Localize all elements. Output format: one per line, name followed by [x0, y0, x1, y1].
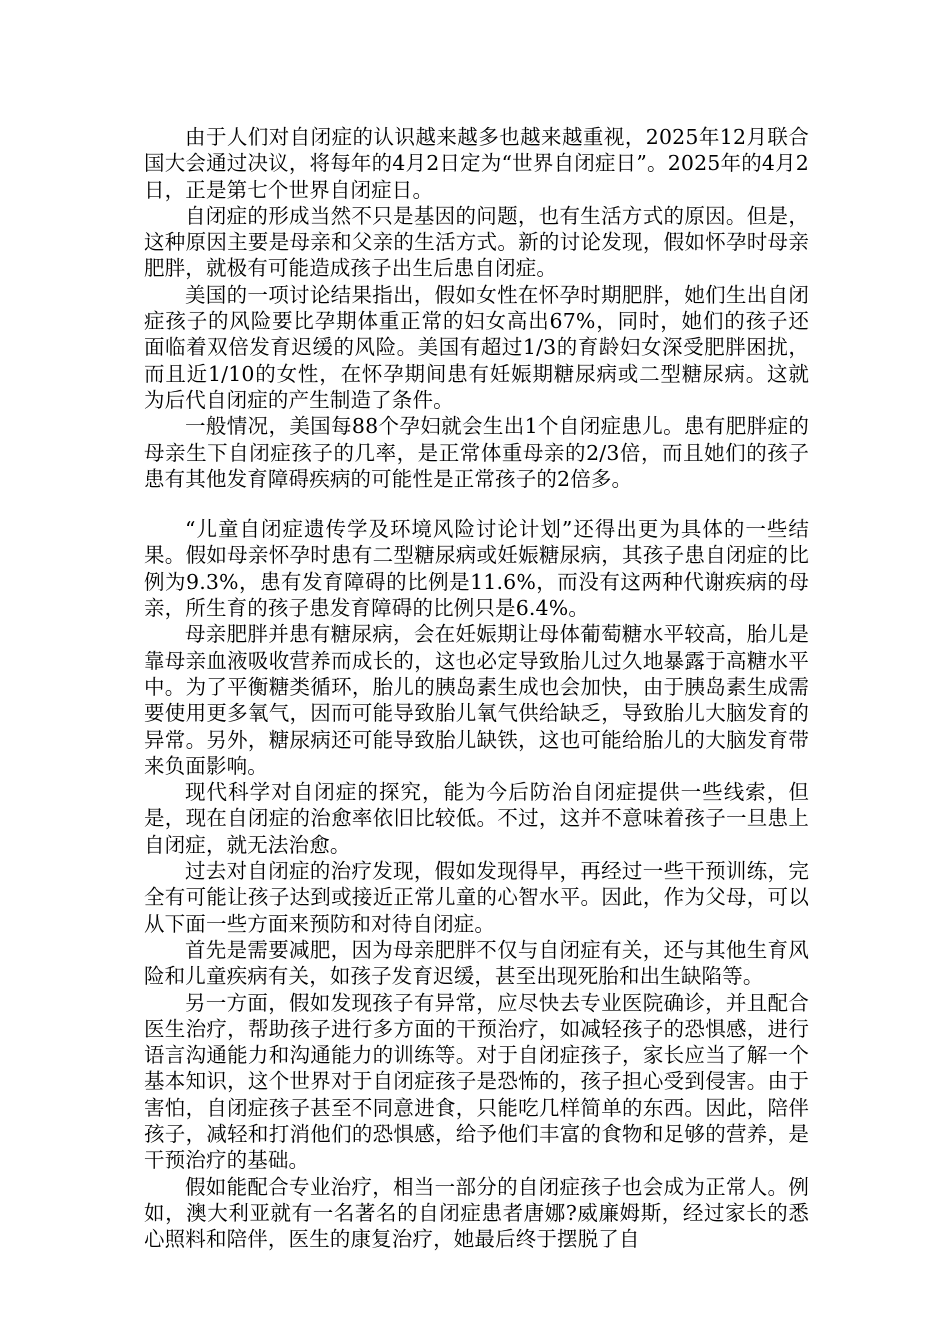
paragraph-gap: [144, 492, 809, 516]
paragraph-6: 母亲肥胖并患有糖尿病，会在妊娠期让母体葡萄糖水平较高，胎儿是靠母亲血液吸收营养而成长的，这也必定导致胎儿过久地暴露于高糖水平中。为了平衡糖类循环，胎儿的胰岛素生成也会加快，由于胰岛素生成需要使用更多氧气，因而可能导致胎儿氧气供给缺乏，导致胎儿大脑发育的异常。另外，糖尿病还可能导致胎儿缺铁，这也可能给胎儿的大脑发育带来负面影响。: [144, 622, 809, 778]
paragraph-5: “儿童自闭症遗传学及环境风险讨论计划”还得出更为具体的一些结果。假如母亲怀孕时患有二型糖尿病或妊娠糖尿病，其孩子患自闭症的比例为9.3%，患有发育障碍的比例是11.6%，而没有这两种代谢疾病的母亲，所生育的孩子患发育障碍的比例只是6.4%。: [144, 517, 809, 621]
paragraph-8: 过去对自闭症的治疗发现，假如发现得早，再经过一些干预训练，完全有可能让孩子达到或接近正常儿童的心智水平。因此，作为父母，可以从下面一些方面来预防和对待自闭症。: [144, 859, 809, 936]
paragraph-1: 由于人们对自闭症的认识越来越多也越来越重视，2025年12月联合国大会通过决议，将每年的4月2日定为“世界自闭症日”。2025年的4月2日，正是第七个世界自闭症日。: [144, 125, 809, 202]
paragraph-11: 假如能配合专业治疗，相当一部分的自闭症孩子也会成为正常人。例如，澳大利亚就有一名著名的自闭症患者唐娜?威廉姆斯，经过家长的悉心照料和陪伴，医生的康复治疗，她最后终于摆脱了自: [144, 1174, 809, 1252]
paragraph-7: 现代科学对自闭症的探究，能为今后防治自闭症提供一些线索，但是，现在自闭症的治愈率依旧比较低。不过，这并不意味着孩子一旦患上自闭症，就无法治愈。: [144, 780, 809, 857]
paragraph-3: 美国的一项讨论结果指出，假如女性在怀孕时期肥胖，她们生出自闭症孩子的风险要比孕期体重正常的妇女高出67%，同时，她们的孩子还面临着双倍发育迟缓的风险。美国有超过1/3的育龄妇女深受肥胖困扰，而且近1/10的女性，在怀孕期间患有妊娠期糖尿病或二型糖尿病。这就为后代自闭症的产生制造了条件。: [144, 282, 809, 412]
paragraph-10: 另一方面，假如发现孩子有异常，应尽快去专业医院确诊，并且配合医生治疗，帮助孩子进行多方面的干预治疗，如减轻孩子的恐惧感，进行语言沟通能力和沟通能力的训练等。对于自闭症孩子，家长应当了解一个基本知识，这个世界对于自闭症孩子是恐怖的，孩子担心受到侵害。由于害怕，自闭症孩子甚至不同意进食，只能吃几样简单的东西。因此，陪伴孩子，减轻和打消他们的恐惧感，给予他们丰富的食物和足够的营养，是干预治疗的基础。: [144, 990, 809, 1173]
paragraph-2: 自闭症的形成当然不只是基因的问题，也有生活方式的原因。但是，这种原因主要是母亲和父亲的生活方式。新的讨论发现，假如怀孕时母亲肥胖，就极有可能造成孩子出生后患自闭症。: [144, 203, 809, 281]
paragraph-4: 一般情况，美国每88个孕妇就会生出1个自闭症患儿。患有肥胖症的母亲生下自闭症孩子的几率，是正常体重母亲的2/3倍，而且她们的孩子患有其他发育障碍疾病的可能性是正常孩子的2倍多。: [144, 414, 809, 491]
paragraph-9: 首先是需要减肥，因为母亲肥胖不仅与自闭症有关，还与其他生育风险和儿童疾病有关，如孩子发育迟缓，甚至出现死胎和出生缺陷等。: [144, 937, 809, 989]
article-body: [144, 124, 809, 1252]
